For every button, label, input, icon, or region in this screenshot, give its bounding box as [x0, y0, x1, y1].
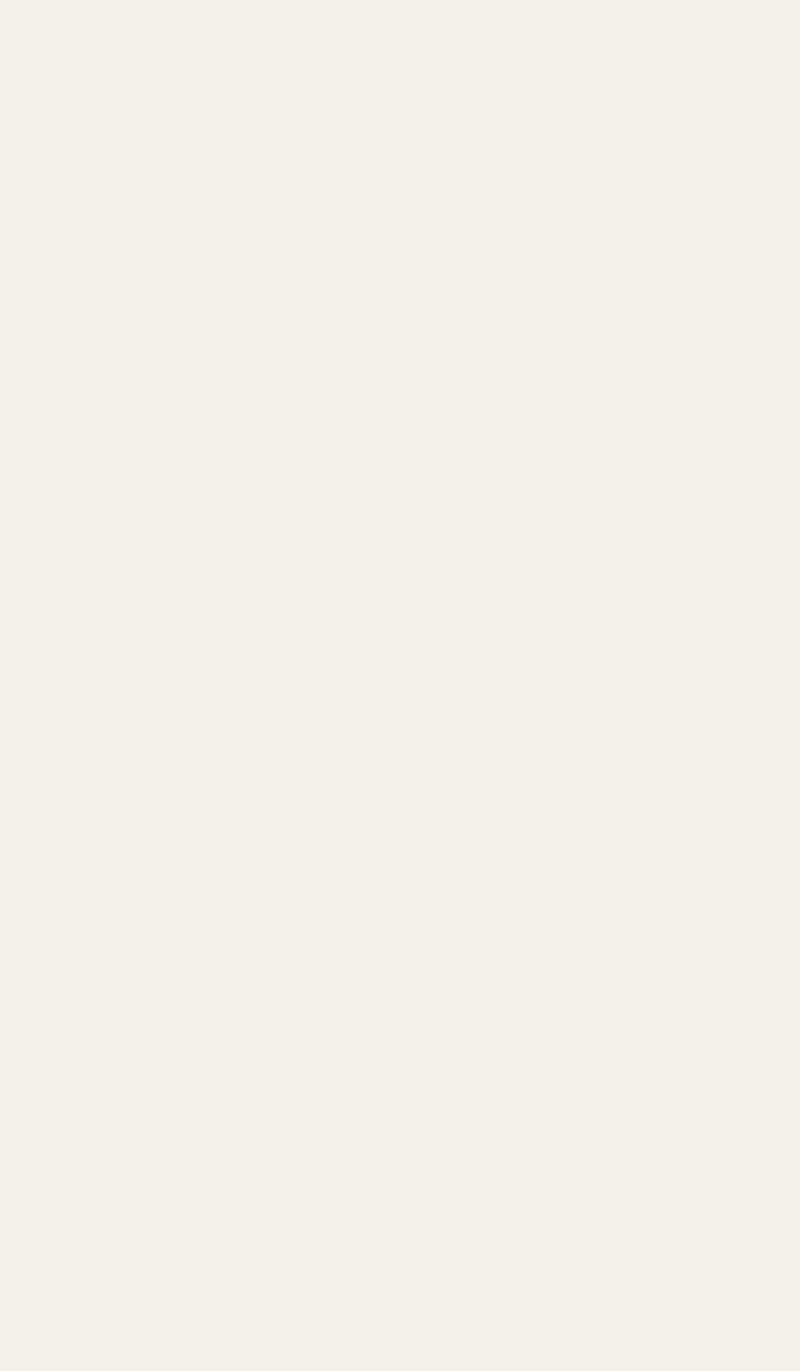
page-header: [0, 6, 800, 36]
